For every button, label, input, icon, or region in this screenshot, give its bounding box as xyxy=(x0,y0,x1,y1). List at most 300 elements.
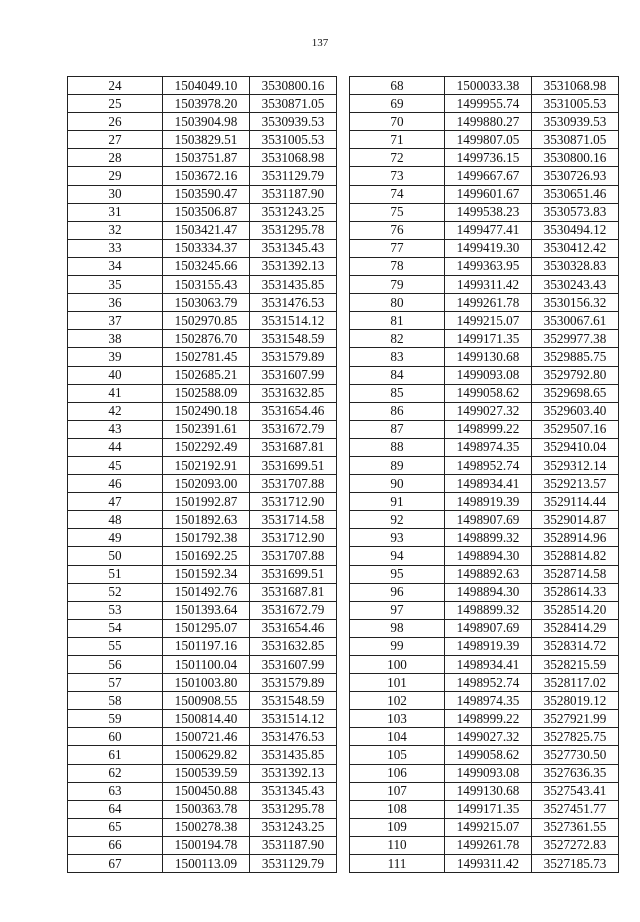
x-coordinate: 1500194.78 xyxy=(163,836,250,854)
y-coordinate: 3528914.96 xyxy=(532,529,619,547)
x-coordinate: 1499130.68 xyxy=(445,782,532,800)
y-coordinate: 3531607.99 xyxy=(250,656,337,674)
point-number: 71 xyxy=(350,131,445,149)
x-coordinate: 1500033.38 xyxy=(445,77,532,95)
x-coordinate: 1498894.30 xyxy=(445,583,532,601)
x-coordinate: 1499171.35 xyxy=(445,330,532,348)
x-coordinate: 1499261.78 xyxy=(445,836,532,854)
table-row xyxy=(68,674,337,692)
table-row xyxy=(350,565,619,583)
y-coordinate: 3531187.90 xyxy=(250,185,337,203)
point-number: 95 xyxy=(350,565,445,583)
point-number: 37 xyxy=(68,312,163,330)
y-coordinate: 3527730.50 xyxy=(532,746,619,764)
point-number: 51 xyxy=(68,565,163,583)
x-coordinate: 1499955.74 xyxy=(445,95,532,113)
point-number: 85 xyxy=(350,384,445,402)
table-row xyxy=(68,185,337,203)
point-number: 100 xyxy=(350,656,445,674)
y-coordinate: 3531707.88 xyxy=(250,547,337,565)
table-row xyxy=(68,565,337,583)
y-coordinate: 3528814.82 xyxy=(532,547,619,565)
x-coordinate: 1503155.43 xyxy=(163,276,250,294)
x-coordinate: 1502685.21 xyxy=(163,366,250,384)
table-row xyxy=(350,818,619,836)
y-coordinate: 3531687.81 xyxy=(250,438,337,456)
table-row xyxy=(350,384,619,402)
y-coordinate: 3527921.99 xyxy=(532,710,619,728)
table-row xyxy=(350,601,619,619)
y-coordinate: 3529885.75 xyxy=(532,348,619,366)
point-number: 65 xyxy=(68,818,163,836)
y-coordinate: 3531435.85 xyxy=(250,276,337,294)
x-coordinate: 1499027.32 xyxy=(445,728,532,746)
x-coordinate: 1501592.34 xyxy=(163,565,250,583)
y-coordinate: 3529410.04 xyxy=(532,438,619,456)
point-number: 83 xyxy=(350,348,445,366)
x-coordinate: 1501393.64 xyxy=(163,601,250,619)
point-number: 96 xyxy=(350,583,445,601)
y-coordinate: 3530726.93 xyxy=(532,167,619,185)
y-coordinate: 3531654.46 xyxy=(250,402,337,420)
point-number: 59 xyxy=(68,710,163,728)
x-coordinate: 1503672.16 xyxy=(163,167,250,185)
table-row xyxy=(350,728,619,746)
table-row xyxy=(350,782,619,800)
table-row xyxy=(68,131,337,149)
x-coordinate: 1499058.62 xyxy=(445,384,532,402)
x-coordinate: 1501100.04 xyxy=(163,656,250,674)
table-row xyxy=(68,330,337,348)
x-coordinate: 1501992.87 xyxy=(163,493,250,511)
x-coordinate: 1503063.79 xyxy=(163,294,250,312)
point-number: 89 xyxy=(350,456,445,474)
point-number: 91 xyxy=(350,493,445,511)
y-coordinate: 3529977.38 xyxy=(532,330,619,348)
y-coordinate: 3529213.57 xyxy=(532,475,619,493)
y-coordinate: 3529698.65 xyxy=(532,384,619,402)
y-coordinate: 3529312.14 xyxy=(532,456,619,474)
point-number: 67 xyxy=(68,855,163,873)
table-row xyxy=(68,167,337,185)
y-coordinate: 3529792.80 xyxy=(532,366,619,384)
x-coordinate: 1502970.85 xyxy=(163,312,250,330)
y-coordinate: 3531476.53 xyxy=(250,728,337,746)
point-number: 107 xyxy=(350,782,445,800)
x-coordinate: 1499215.07 xyxy=(445,818,532,836)
x-coordinate: 1499311.42 xyxy=(445,276,532,294)
point-number: 76 xyxy=(350,221,445,239)
point-number: 41 xyxy=(68,384,163,402)
point-number: 73 xyxy=(350,167,445,185)
point-number: 29 xyxy=(68,167,163,185)
y-coordinate: 3531579.89 xyxy=(250,348,337,366)
point-number: 74 xyxy=(350,185,445,203)
x-coordinate: 1502093.00 xyxy=(163,475,250,493)
table-row xyxy=(68,402,337,420)
y-coordinate: 3528215.59 xyxy=(532,656,619,674)
x-coordinate: 1501197.16 xyxy=(163,637,250,655)
x-coordinate: 1503334.37 xyxy=(163,239,250,257)
table-row xyxy=(350,239,619,257)
x-coordinate: 1499171.35 xyxy=(445,800,532,818)
x-coordinate: 1500450.88 xyxy=(163,782,250,800)
x-coordinate: 1501492.76 xyxy=(163,583,250,601)
point-number: 46 xyxy=(68,475,163,493)
table-row xyxy=(350,692,619,710)
table-row xyxy=(350,167,619,185)
x-coordinate: 1503245.66 xyxy=(163,257,250,275)
y-coordinate: 3528019.12 xyxy=(532,692,619,710)
x-coordinate: 1498899.32 xyxy=(445,601,532,619)
point-number: 88 xyxy=(350,438,445,456)
point-number: 35 xyxy=(68,276,163,294)
y-coordinate: 3527825.75 xyxy=(532,728,619,746)
x-coordinate: 1500908.55 xyxy=(163,692,250,710)
y-coordinate: 3531672.79 xyxy=(250,601,337,619)
point-number: 81 xyxy=(350,312,445,330)
table-row xyxy=(68,113,337,131)
table-row xyxy=(68,348,337,366)
point-number: 61 xyxy=(68,746,163,764)
y-coordinate: 3531187.90 xyxy=(250,836,337,854)
x-coordinate: 1502781.45 xyxy=(163,348,250,366)
x-coordinate: 1499601.67 xyxy=(445,185,532,203)
x-coordinate: 1499261.78 xyxy=(445,294,532,312)
table-row xyxy=(350,800,619,818)
x-coordinate: 1498907.69 xyxy=(445,619,532,637)
y-coordinate: 3531712.90 xyxy=(250,529,337,547)
point-number: 60 xyxy=(68,728,163,746)
table-row xyxy=(68,855,337,873)
table-row xyxy=(68,239,337,257)
table-row xyxy=(350,583,619,601)
x-coordinate: 1498894.30 xyxy=(445,547,532,565)
table-row xyxy=(350,764,619,782)
x-coordinate: 1503751.87 xyxy=(163,149,250,167)
y-coordinate: 3531632.85 xyxy=(250,637,337,655)
table-row xyxy=(68,276,337,294)
y-coordinate: 3528514.20 xyxy=(532,601,619,619)
table-row xyxy=(350,511,619,529)
table-row xyxy=(68,710,337,728)
point-number: 77 xyxy=(350,239,445,257)
y-coordinate: 3529507.16 xyxy=(532,420,619,438)
y-coordinate: 3531129.79 xyxy=(250,167,337,185)
table-row xyxy=(68,637,337,655)
table-row xyxy=(68,601,337,619)
x-coordinate: 1499027.32 xyxy=(445,402,532,420)
y-coordinate: 3527636.35 xyxy=(532,764,619,782)
table-row xyxy=(350,855,619,873)
x-coordinate: 1500363.78 xyxy=(163,800,250,818)
point-number: 92 xyxy=(350,511,445,529)
point-number: 28 xyxy=(68,149,163,167)
left-table-body xyxy=(68,77,337,873)
y-coordinate: 3528714.58 xyxy=(532,565,619,583)
point-number: 33 xyxy=(68,239,163,257)
x-coordinate: 1504049.10 xyxy=(163,77,250,95)
point-number: 86 xyxy=(350,402,445,420)
point-number: 55 xyxy=(68,637,163,655)
table-row xyxy=(350,276,619,294)
y-coordinate: 3530800.16 xyxy=(250,77,337,95)
table-row xyxy=(68,438,337,456)
y-coordinate: 3531699.51 xyxy=(250,565,337,583)
point-number: 101 xyxy=(350,674,445,692)
point-number: 31 xyxy=(68,203,163,221)
y-coordinate: 3530328.83 xyxy=(532,257,619,275)
point-number: 94 xyxy=(350,547,445,565)
table-row xyxy=(68,95,337,113)
x-coordinate: 1499130.68 xyxy=(445,348,532,366)
x-coordinate: 1502588.09 xyxy=(163,384,250,402)
x-coordinate: 1499215.07 xyxy=(445,312,532,330)
table-row xyxy=(68,583,337,601)
point-number: 82 xyxy=(350,330,445,348)
table-row xyxy=(350,529,619,547)
point-number: 47 xyxy=(68,493,163,511)
point-number: 34 xyxy=(68,257,163,275)
x-coordinate: 1499363.95 xyxy=(445,257,532,275)
point-number: 70 xyxy=(350,113,445,131)
y-coordinate: 3531392.13 xyxy=(250,257,337,275)
y-coordinate: 3531295.78 xyxy=(250,221,337,239)
y-coordinate: 3527543.41 xyxy=(532,782,619,800)
y-coordinate: 3531129.79 xyxy=(250,855,337,873)
y-coordinate: 3530243.43 xyxy=(532,276,619,294)
table-row xyxy=(350,547,619,565)
y-coordinate: 3530651.46 xyxy=(532,185,619,203)
table-row xyxy=(350,710,619,728)
x-coordinate: 1498907.69 xyxy=(445,511,532,529)
x-coordinate: 1503978.20 xyxy=(163,95,250,113)
point-number: 63 xyxy=(68,782,163,800)
y-coordinate: 3530939.53 xyxy=(250,113,337,131)
x-coordinate: 1498892.63 xyxy=(445,565,532,583)
table-row xyxy=(350,637,619,655)
x-coordinate: 1498999.22 xyxy=(445,710,532,728)
table-row xyxy=(350,836,619,854)
table-row xyxy=(68,475,337,493)
y-coordinate: 3531514.12 xyxy=(250,710,337,728)
point-number: 111 xyxy=(350,855,445,873)
point-number: 75 xyxy=(350,203,445,221)
table-row xyxy=(350,131,619,149)
table-row xyxy=(350,456,619,474)
y-coordinate: 3531712.90 xyxy=(250,493,337,511)
x-coordinate: 1503904.98 xyxy=(163,113,250,131)
table-row xyxy=(350,674,619,692)
point-number: 104 xyxy=(350,728,445,746)
point-number: 42 xyxy=(68,402,163,420)
point-number: 52 xyxy=(68,583,163,601)
point-number: 78 xyxy=(350,257,445,275)
x-coordinate: 1499419.30 xyxy=(445,239,532,257)
table-row xyxy=(350,366,619,384)
point-number: 103 xyxy=(350,710,445,728)
table-row xyxy=(68,836,337,854)
point-number: 54 xyxy=(68,619,163,637)
table-row xyxy=(68,818,337,836)
x-coordinate: 1498934.41 xyxy=(445,656,532,674)
right-table-body xyxy=(350,77,619,873)
point-number: 45 xyxy=(68,456,163,474)
y-coordinate: 3531068.98 xyxy=(532,77,619,95)
x-coordinate: 1503506.87 xyxy=(163,203,250,221)
table-row xyxy=(68,221,337,239)
y-coordinate: 3531392.13 xyxy=(250,764,337,782)
y-coordinate: 3531672.79 xyxy=(250,420,337,438)
point-number: 102 xyxy=(350,692,445,710)
y-coordinate: 3531548.59 xyxy=(250,692,337,710)
y-coordinate: 3530156.32 xyxy=(532,294,619,312)
point-number: 84 xyxy=(350,366,445,384)
y-coordinate: 3527185.73 xyxy=(532,855,619,873)
y-coordinate: 3531005.53 xyxy=(250,131,337,149)
x-coordinate: 1499736.15 xyxy=(445,149,532,167)
table-row xyxy=(68,456,337,474)
point-number: 50 xyxy=(68,547,163,565)
table-row xyxy=(350,294,619,312)
point-number: 49 xyxy=(68,529,163,547)
point-number: 58 xyxy=(68,692,163,710)
y-coordinate: 3530573.83 xyxy=(532,203,619,221)
point-number: 110 xyxy=(350,836,445,854)
table-row xyxy=(350,221,619,239)
x-coordinate: 1502490.18 xyxy=(163,402,250,420)
table-row xyxy=(350,257,619,275)
x-coordinate: 1502876.70 xyxy=(163,330,250,348)
y-coordinate: 3531345.43 xyxy=(250,782,337,800)
y-coordinate: 3531699.51 xyxy=(250,456,337,474)
point-number: 97 xyxy=(350,601,445,619)
table-row xyxy=(350,95,619,113)
table-row xyxy=(68,420,337,438)
x-coordinate: 1503829.51 xyxy=(163,131,250,149)
y-coordinate: 3530939.53 xyxy=(532,113,619,131)
table-row xyxy=(350,77,619,95)
point-number: 57 xyxy=(68,674,163,692)
table-row xyxy=(68,782,337,800)
table-row xyxy=(68,493,337,511)
x-coordinate: 1501692.25 xyxy=(163,547,250,565)
table-row xyxy=(68,203,337,221)
y-coordinate: 3529014.87 xyxy=(532,511,619,529)
table-row xyxy=(350,312,619,330)
table-row xyxy=(68,77,337,95)
x-coordinate: 1499477.41 xyxy=(445,221,532,239)
x-coordinate: 1500113.09 xyxy=(163,855,250,873)
y-coordinate: 3530067.61 xyxy=(532,312,619,330)
point-number: 106 xyxy=(350,764,445,782)
x-coordinate: 1502391.61 xyxy=(163,420,250,438)
y-coordinate: 3531514.12 xyxy=(250,312,337,330)
y-coordinate: 3529603.40 xyxy=(532,402,619,420)
point-number: 99 xyxy=(350,637,445,655)
y-coordinate: 3527272.83 xyxy=(532,836,619,854)
table-row xyxy=(350,149,619,167)
y-coordinate: 3531714.58 xyxy=(250,511,337,529)
point-number: 27 xyxy=(68,131,163,149)
x-coordinate: 1499880.27 xyxy=(445,113,532,131)
table-row xyxy=(68,294,337,312)
table-row xyxy=(68,511,337,529)
point-number: 30 xyxy=(68,185,163,203)
x-coordinate: 1500814.40 xyxy=(163,710,250,728)
point-number: 108 xyxy=(350,800,445,818)
x-coordinate: 1498919.39 xyxy=(445,637,532,655)
point-number: 105 xyxy=(350,746,445,764)
x-coordinate: 1501003.80 xyxy=(163,674,250,692)
y-coordinate: 3531607.99 xyxy=(250,366,337,384)
y-coordinate: 3531435.85 xyxy=(250,746,337,764)
table-row xyxy=(68,149,337,167)
point-number: 79 xyxy=(350,276,445,294)
y-coordinate: 3531243.25 xyxy=(250,818,337,836)
point-number: 48 xyxy=(68,511,163,529)
point-number: 109 xyxy=(350,818,445,836)
y-coordinate: 3531295.78 xyxy=(250,800,337,818)
x-coordinate: 1501892.63 xyxy=(163,511,250,529)
point-number: 80 xyxy=(350,294,445,312)
x-coordinate: 1503590.47 xyxy=(163,185,250,203)
table-row xyxy=(68,366,337,384)
page-number: 137 xyxy=(311,37,329,49)
y-coordinate: 3531707.88 xyxy=(250,475,337,493)
table-row xyxy=(68,800,337,818)
table-row xyxy=(68,692,337,710)
point-number: 72 xyxy=(350,149,445,167)
x-coordinate: 1498952.74 xyxy=(445,674,532,692)
point-number: 68 xyxy=(350,77,445,95)
x-coordinate: 1501295.07 xyxy=(163,619,250,637)
x-coordinate: 1498919.39 xyxy=(445,493,532,511)
point-number: 32 xyxy=(68,221,163,239)
table-row xyxy=(68,529,337,547)
y-coordinate: 3528314.72 xyxy=(532,637,619,655)
x-coordinate: 1498999.22 xyxy=(445,420,532,438)
x-coordinate: 1502292.49 xyxy=(163,438,250,456)
table-row xyxy=(350,330,619,348)
table-row xyxy=(350,746,619,764)
point-number: 44 xyxy=(68,438,163,456)
table-row xyxy=(350,402,619,420)
x-coordinate: 1499538.23 xyxy=(445,203,532,221)
y-coordinate: 3531687.81 xyxy=(250,583,337,601)
table-row xyxy=(350,420,619,438)
table-row xyxy=(68,764,337,782)
table-row xyxy=(68,619,337,637)
x-coordinate: 1498934.41 xyxy=(445,475,532,493)
y-coordinate: 3530800.16 xyxy=(532,149,619,167)
x-coordinate: 1499093.08 xyxy=(445,366,532,384)
y-coordinate: 3530412.42 xyxy=(532,239,619,257)
table-row xyxy=(350,438,619,456)
x-coordinate: 1498974.35 xyxy=(445,692,532,710)
x-coordinate: 1500539.59 xyxy=(163,764,250,782)
y-coordinate: 3531548.59 xyxy=(250,330,337,348)
y-coordinate: 3531476.53 xyxy=(250,294,337,312)
point-number: 87 xyxy=(350,420,445,438)
x-coordinate: 1499093.08 xyxy=(445,764,532,782)
point-number: 56 xyxy=(68,656,163,674)
point-number: 93 xyxy=(350,529,445,547)
y-coordinate: 3530871.05 xyxy=(532,131,619,149)
y-coordinate: 3531654.46 xyxy=(250,619,337,637)
point-number: 38 xyxy=(68,330,163,348)
table-row xyxy=(68,312,337,330)
